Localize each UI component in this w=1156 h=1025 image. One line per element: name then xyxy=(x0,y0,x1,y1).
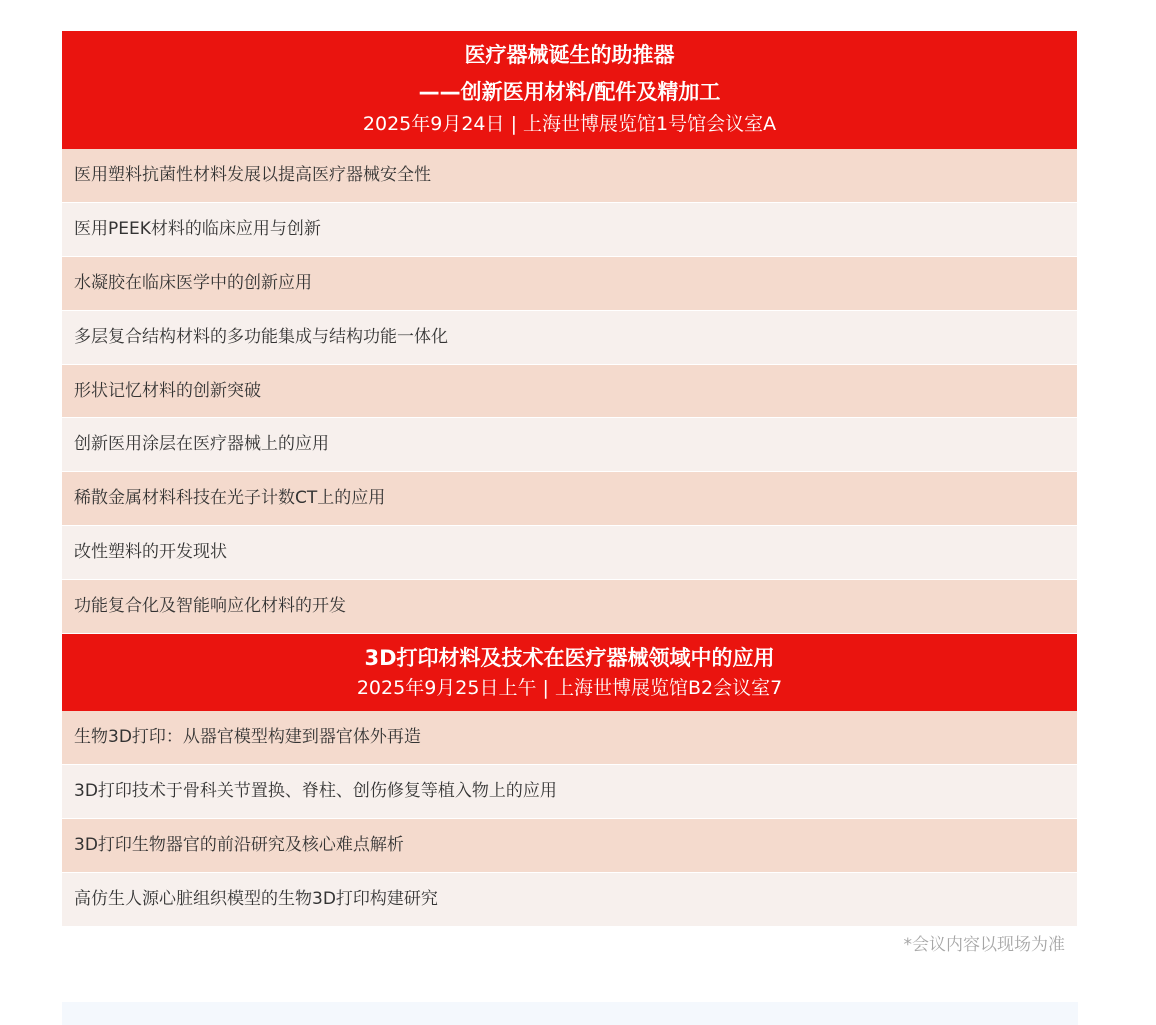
topic-row: 形状记忆材料的创新突破 xyxy=(62,365,1077,419)
next-section-strip xyxy=(62,1002,1078,1025)
session-2-date-venue: 2025年9月25日上午 | 上海世博展览馆B2会议室7 xyxy=(356,677,783,700)
session-1-title-line2: ——创新医用材料/配件及精加工 xyxy=(418,80,721,104)
disclaimer-note: *会议内容以现场为准 xyxy=(903,934,1065,955)
topic-row: 多层复合结构材料的多功能集成与结构功能一体化 xyxy=(62,311,1077,365)
session-2-title: 3D打印材料及技术在医疗器械领域中的应用 xyxy=(364,646,775,671)
topic-row: 3D打印技术于骨科关节置换、脊柱、创伤修复等植入物上的应用 xyxy=(62,765,1077,819)
topic-row: 高仿生人源心脏组织模型的生物3D打印构建研究 xyxy=(62,873,1077,927)
topic-row: 改性塑料的开发现状 xyxy=(62,526,1077,580)
topic-row: 创新医用涂层在医疗器械上的应用 xyxy=(62,418,1077,472)
topic-row: 3D打印生物器官的前沿研究及核心难点解析 xyxy=(62,819,1077,873)
topic-row: 医用塑料抗菌性材料发展以提高医疗器械安全性 xyxy=(62,149,1077,203)
session-2-header xyxy=(62,634,1077,711)
session-2-topic-list xyxy=(62,711,1077,927)
topic-row: 功能复合化及智能响应化材料的开发 xyxy=(62,580,1077,634)
agenda-table xyxy=(62,31,1077,957)
session-1-date-venue: 2025年9月24日 | 上海世博展览馆1号馆会议室A xyxy=(362,113,777,135)
session-1-title-line1: 医疗器械诞生的助推器 xyxy=(464,43,675,67)
topic-row: 医用PEEK材料的临床应用与创新 xyxy=(62,203,1077,257)
topic-row: 水凝胶在临床医学中的创新应用 xyxy=(62,257,1077,311)
session-1-topic-list xyxy=(62,149,1077,634)
session-1-header xyxy=(62,31,1077,149)
topic-row: 生物3D打印：从器官模型构建到器官体外再造 xyxy=(62,711,1077,765)
topic-row: 稀散金属材料科技在光子计数CT上的应用 xyxy=(62,472,1077,526)
